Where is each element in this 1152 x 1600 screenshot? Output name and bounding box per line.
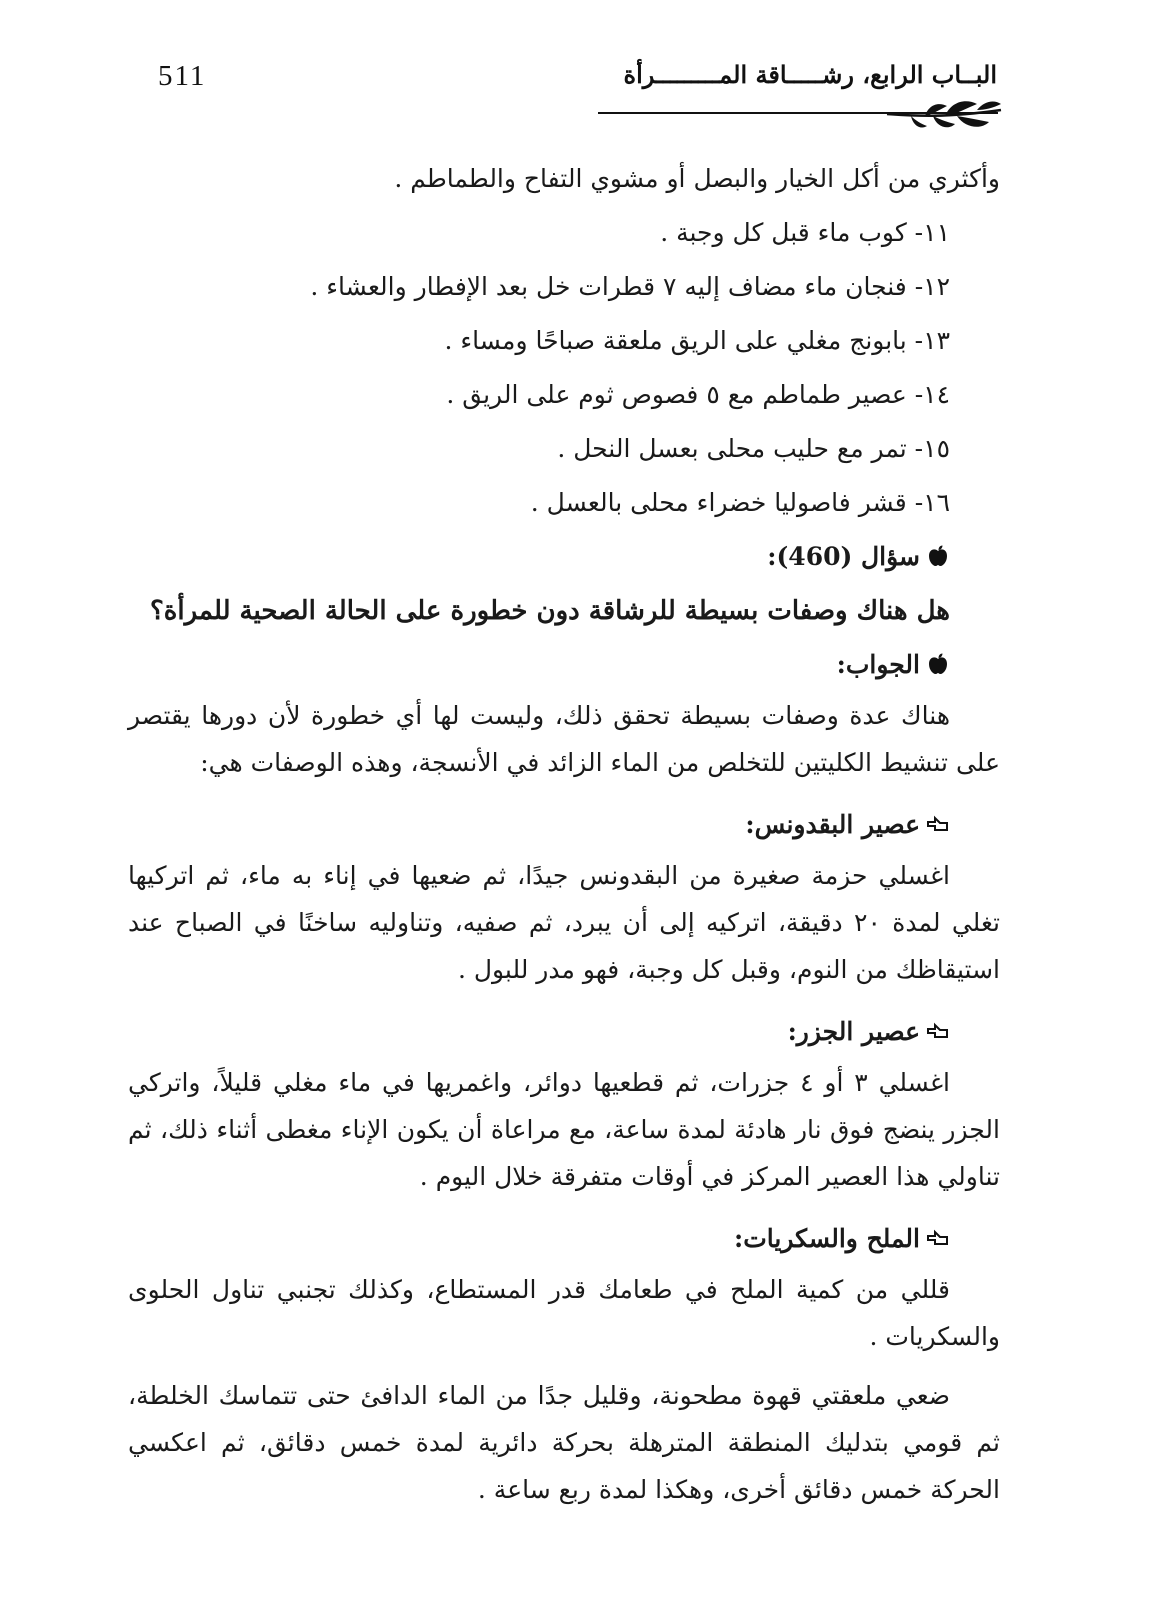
list-item: ١٤- عصير طماطم مع ٥ فصوص ثوم على الريق . [446, 380, 950, 409]
paragraph-salt-sugar: قللي من كمية الملح في طعامك قدر المستطاع، وكذلك تجنبي تناول الحلوى والسكريات . [128, 1275, 1000, 1351]
list-item: ١٥- تمر مع حليب محلى بعسل النحل . [557, 434, 950, 463]
answer-label: الجواب: [836, 650, 920, 679]
running-header: البــاب الرابع، رشـــــاقة المـــــــــرأة [623, 60, 997, 89]
pointing-hand-icon [926, 1019, 950, 1043]
page-number: 511 [158, 60, 207, 92]
answer-paragraph: هناك عدة وصفات بسيطة تحقق ذلك، وليست لها أي خطورة لأن دورها يقتصر على تنشيط الكليتين للتخلص من الماء الزائد في الأنسجة، وهذه الوصفات هي: [128, 701, 1000, 777]
heading-parsley [128, 798, 1000, 852]
heading-salt-sugar [128, 1212, 1000, 1266]
apple-icon [926, 544, 950, 568]
answer-label-line [128, 638, 1000, 692]
question-label: سؤال (460): [767, 542, 920, 571]
paragraph-carrot: اغسلي ٣ أو ٤ جزرات، ثم قطعيها دوائر، واغمريها في ماء مغلي قليلاً، واتركي الجزر ينضج فوق نار هادئة لمدة ساعة، مع مراعاة أن يكون الإناء مغطى أثناء ذلك، ثم تناولي هذا العصير المركز في أوقات متفرقة خلال اليوم . [128, 1068, 1000, 1191]
question-label-line [128, 530, 1000, 584]
leaf-branch-icon [885, 94, 1003, 136]
pointing-hand-icon [926, 812, 950, 836]
heading-label: عصير الجزر: [787, 1017, 920, 1046]
continuation-line: وأكثري من أكل الخيار والبصل أو مشوي التفاح والطماطم . [394, 164, 1000, 193]
list-item: ١٢- فنجان ماء مضاف إليه ٧ قطرات خل بعد الإفطار والعشاء . [310, 272, 950, 301]
list-item: ١٣- بابونج مغلي على الريق ملعقة صباحًا ومساء . [444, 326, 950, 355]
paragraph-parsley: اغسلي حزمة صغيرة من البقدونس جيدًا، ثم ضعيها في إناء به ماء، ثم اتركيها تغلي لمدة ٢٠ دقيقة، اتركيه إلى أن يبرد، ثم صفيه، وتناوليه ساخنًا في الصباح عند استيقاظك من النوم، وقبل كل وجبة، فهو مدر للبول . [128, 861, 1000, 984]
list-item: ١١- كوب ماء قبل كل وجبة . [660, 218, 950, 247]
page-body [128, 152, 1000, 1513]
list-item: ١٦- قشر فاصوليا خضراء محلى بالعسل . [530, 488, 950, 517]
heading-label: عصير البقدونس: [745, 810, 920, 839]
apple-icon [926, 652, 950, 676]
heading-carrot [128, 1005, 1000, 1059]
heading-label: الملح والسكريات: [733, 1224, 920, 1253]
paragraph-coffee: ضعي ملعقتي قهوة مطحونة، وقليل جدًا من الماء الدافئ حتى تتماسك الخلطة، ثم قومي بتدليك المنطقة المترهلة بحركة دائرية لمدة خمس دقائق، ثم اعكسي الحركة خمس دقائق أخرى، وهكذا لمدة ربع ساعة . [128, 1381, 1000, 1504]
pointing-hand-icon [926, 1226, 950, 1250]
question-text: هل هناك وصفات بسيطة للرشاقة دون خطورة على الحالة الصحية للمرأة؟ [149, 596, 950, 626]
